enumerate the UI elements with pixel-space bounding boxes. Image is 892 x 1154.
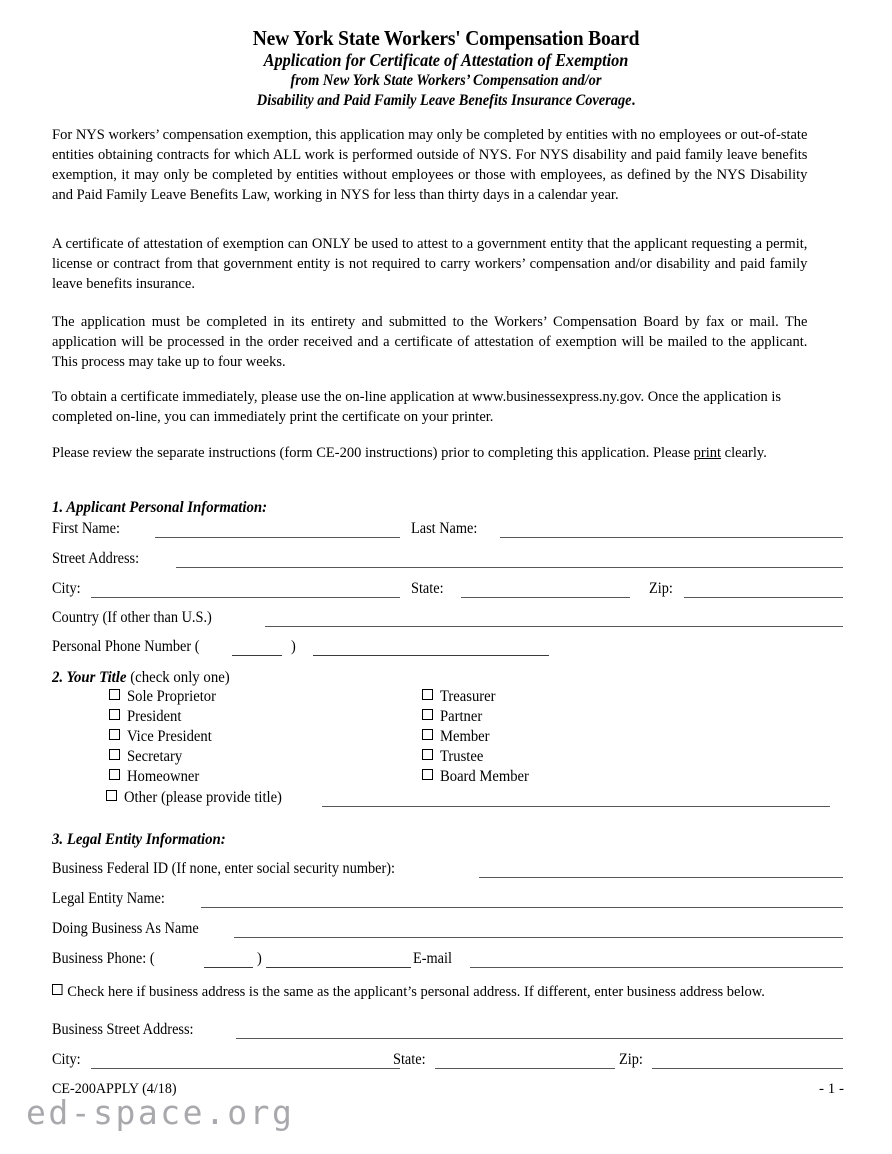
last-name-label: Last Name: [411, 520, 478, 537]
form-subtitle: Application for Certificate of Attestation of Exemption [263, 50, 629, 71]
city-label: City: [52, 580, 81, 597]
business-federal-id-label: Business Federal ID (If none, enter social security number): [52, 860, 396, 877]
country-label: Country (If other than U.S.) [52, 609, 212, 626]
print-emphasis: print [693, 444, 722, 461]
intro-paragraph-4: To obtain a certificate immediately, please use the on-line application at www.businessexpress.ny.gov. Once the application is completed on-line, you can immediately print the certificate on your printer. [52, 388, 782, 426]
checkbox-icon[interactable] [422, 769, 433, 780]
business-zip-input[interactable] [652, 1068, 843, 1069]
business-phone-label: Business Phone: ( [52, 950, 155, 967]
checkbox-icon[interactable] [109, 769, 120, 780]
business-state-input[interactable] [435, 1068, 615, 1069]
street-address-label: Street Address: [52, 550, 140, 567]
subtitle-period: . [631, 91, 636, 109]
checkbox-row-president[interactable] [109, 709, 184, 724]
checkbox-row-vice-president[interactable] [109, 729, 216, 744]
page-number: - 1 - [819, 1081, 844, 1097]
checkbox-row-other[interactable] [106, 790, 290, 805]
personal-phone-paren-close: ) [291, 638, 296, 655]
personal-phone-number-input[interactable] [313, 655, 549, 656]
last-name-input[interactable] [500, 537, 843, 538]
section-3-heading: 3. Legal Entity Information: [52, 831, 226, 848]
intro-paragraph-1: For NYS workers’ compensation exemption, this application may only be completed by entities with no employees or out-of-state entities obtaining contracts for which ALL work is performed outside of NYS. For NYS disability and paid family leave benefits exemption, it may only be completed by entities without employees or those with employees, as defined by the NYS Disability and Paid Family Leave Benefits Law, working in NYS for less than thirty days in a calendar year. [52, 126, 808, 204]
site-watermark: ed-space.org [26, 1093, 295, 1132]
intro-paragraph-2: A certificate of attestation of exemption can ONLY be used to attest to a government entity that the applicant requesting a permit, license or contract from that government entity is not required to carry workers’ compensation and/or disability and paid family leave benefits insurance. [52, 235, 808, 293]
other-title-input[interactable] [322, 806, 830, 807]
first-name-label: First Name: [52, 520, 120, 537]
section-1-heading: 1. Applicant Personal Information: [52, 499, 268, 516]
checkbox-label: Partner [440, 708, 483, 725]
intro-paragraph-5 [52, 443, 807, 463]
checkbox-label: Secretary [127, 748, 183, 765]
checkbox-label: Member [440, 728, 490, 745]
checkbox-icon[interactable] [422, 709, 433, 720]
agency-title: New York State Workers' Compensation Board [252, 26, 640, 50]
checkbox-row-treasurer[interactable] [422, 689, 498, 704]
first-name-input[interactable] [155, 537, 400, 538]
section-2-heading [52, 669, 230, 687]
checkbox-icon[interactable] [109, 749, 120, 760]
personal-phone-label: Personal Phone Number ( [52, 638, 200, 655]
form-subtitle-line-2 [45, 71, 848, 91]
checkbox-icon[interactable] [422, 689, 433, 700]
business-phone-paren-close: ) [257, 950, 262, 967]
state-label: State: [411, 580, 444, 597]
business-street-address-input[interactable] [236, 1038, 843, 1039]
form-number: CE-200APPLY (4/18) [52, 1081, 177, 1097]
same-address-label: Check here if business address is the same as the applicant’s personal address. If different, enter business address below. [67, 983, 765, 1000]
subtitle-italic-a: from New York State Workers’ Compensation and/or [290, 72, 602, 90]
section-2-heading-note: (check only one) [126, 669, 230, 686]
checkbox-row-member[interactable] [422, 729, 492, 744]
checkbox-row-partner[interactable] [422, 709, 484, 724]
zip-label: Zip: [649, 580, 673, 597]
checkbox-label: Trustee [440, 748, 484, 765]
checkbox-row-secretary[interactable] [109, 749, 185, 764]
zip-input[interactable] [684, 597, 843, 598]
checkbox-row-board-member[interactable] [422, 769, 534, 784]
intro-paragraph-3: The application must be completed in its entirety and submitted to the Workers’ Compensation Board by fax or mail. The application will be processed in the order received and a certificate of attestation of exemption will be mailed to the applicant. This process may take up to four weeks. [52, 313, 808, 371]
checkbox-row-homeowner[interactable] [109, 769, 203, 784]
checkbox-label: Vice President [127, 728, 212, 745]
checkbox-icon[interactable] [422, 729, 433, 740]
document-header [0, 26, 892, 110]
checkbox-label: Homeowner [127, 768, 200, 785]
email-input[interactable] [470, 967, 843, 968]
checkbox-icon[interactable] [109, 689, 120, 700]
checkbox-icon[interactable] [109, 709, 120, 720]
legal-entity-name-label: Legal Entity Name: [52, 890, 165, 907]
checkbox-icon[interactable] [422, 749, 433, 760]
checkbox-label: Sole Proprietor [127, 688, 216, 705]
checkbox-label: Treasurer [440, 688, 496, 705]
doing-business-as-input[interactable] [234, 937, 843, 938]
business-city-label: City: [52, 1051, 81, 1068]
checkbox-icon[interactable] [109, 729, 120, 740]
checkbox-row-sole-proprietor[interactable] [109, 689, 221, 704]
business-street-address-label: Business Street Address: [52, 1021, 194, 1038]
personal-phone-area-code-input[interactable] [232, 655, 282, 656]
doing-business-as-label: Doing Business As Name [52, 920, 199, 937]
checkbox-label: Other (please provide title) [124, 789, 282, 806]
business-federal-id-input[interactable] [479, 877, 843, 878]
business-phone-area-code-input[interactable] [204, 967, 253, 968]
subtitle-italic-b: Disability and Paid Family Leave Benefits Insurance Coverage [256, 91, 632, 109]
checkbox-label: Board Member [440, 768, 529, 785]
checkbox-label: President [127, 708, 182, 725]
same-address-checkbox-row[interactable] [52, 982, 807, 1002]
form-subtitle-line-3 [45, 91, 848, 111]
paragraph-5-before: Please review the separate instructions (form CE-200 instructions) prior to completing this application. Please [52, 444, 694, 461]
city-input[interactable] [91, 597, 400, 598]
checkbox-row-trustee[interactable] [422, 749, 486, 764]
business-zip-label: Zip: [619, 1051, 643, 1068]
section-2-heading-bold: 2. Your Title [52, 669, 127, 686]
business-city-input[interactable] [91, 1068, 400, 1069]
business-state-label: State: [393, 1051, 426, 1068]
checkbox-icon[interactable] [52, 984, 63, 995]
legal-entity-name-input[interactable] [201, 907, 843, 908]
checkbox-icon[interactable] [106, 790, 117, 801]
country-input[interactable] [265, 626, 843, 627]
state-input[interactable] [461, 597, 630, 598]
street-address-input[interactable] [176, 567, 843, 568]
business-phone-number-input[interactable] [266, 967, 411, 968]
email-label: E-mail [413, 950, 452, 967]
paragraph-5-after: clearly. [721, 444, 767, 461]
